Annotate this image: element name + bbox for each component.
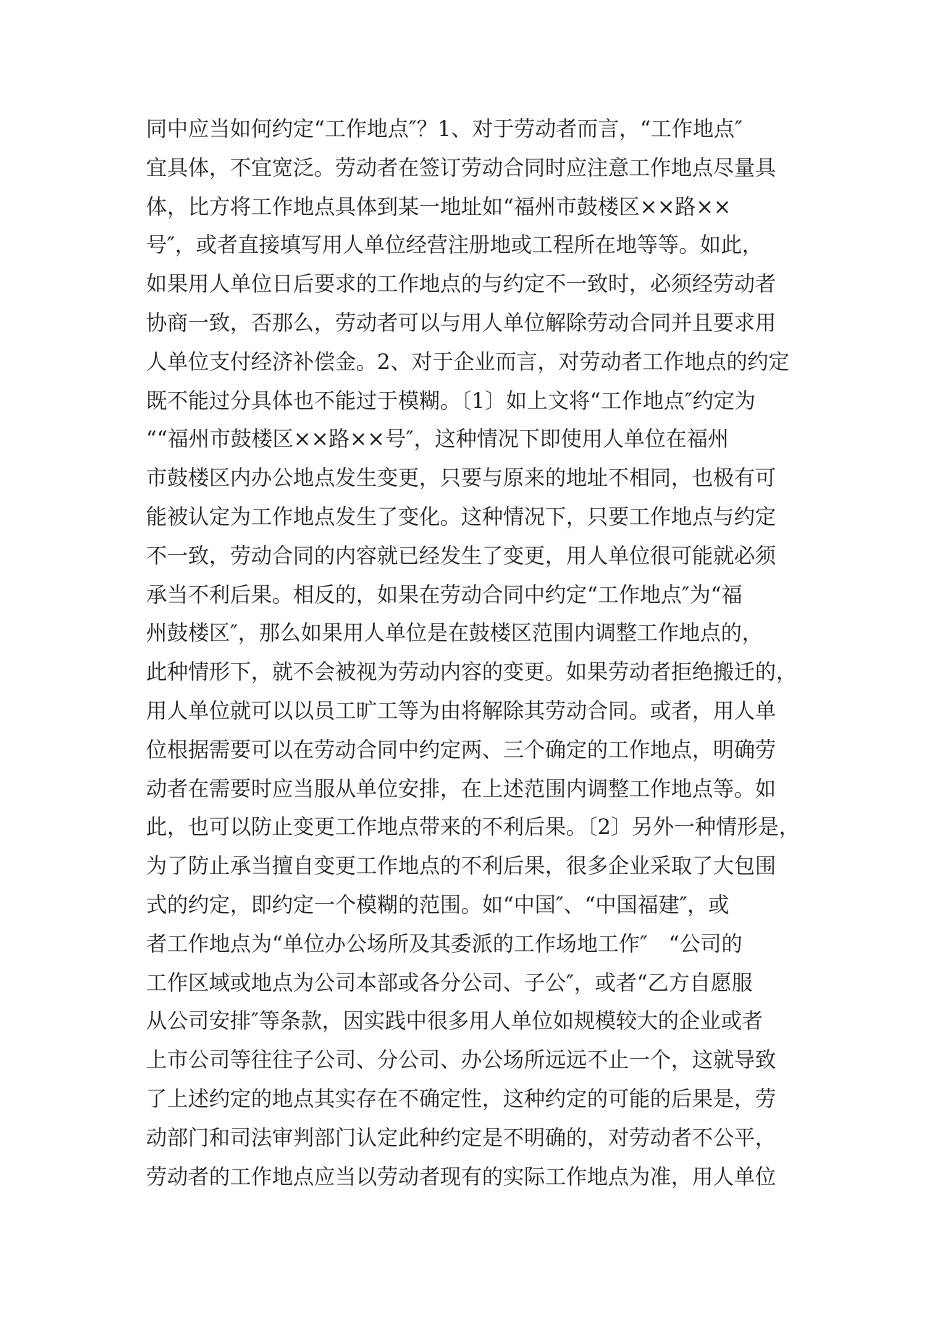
text-line: 如果用人单位日后要求的工作地点的与约定不一致时，必须经劳动者 bbox=[146, 272, 776, 297]
text-line: 用人单位就可以以员工旷工等为由将解除其劳动合同。或者，用人单 bbox=[146, 698, 776, 723]
text-line: 体，比方将工作地点具体到某一地址如“福州市鼓楼区××路×× bbox=[146, 194, 732, 219]
text-line: 号″，或者直接填写用人单位经营注册地或工程所在地等等。如此， bbox=[146, 233, 763, 258]
text-line: 动者在需要时应当服从单位安排，在上述范围内调整工作地点等。如 bbox=[146, 776, 776, 801]
text-line: 工作区域或地点为公司本部或各分公司、子公″，或者“乙方自愿服 bbox=[146, 970, 753, 995]
text-line: ““福州市鼓楼区××路××号″，这种情况下即使用人单位在福州 bbox=[146, 427, 729, 452]
text-line: 者工作地点为“单位办公场所及其委派的工作场地工作″ “公司的 bbox=[146, 931, 743, 956]
text-line: 劳动者的工作地点应当以劳动者现有的实际工作地点为准，用人单位 bbox=[146, 1164, 776, 1189]
body-paragraph bbox=[146, 110, 826, 1196]
text-line: 州鼓楼区″，那么如果用人单位是在鼓楼区范围内调整工作地点的， bbox=[146, 621, 763, 646]
text-line: 能被认定为工作地点发生了变化。这种情况下，只要工作地点与约定 bbox=[146, 504, 776, 529]
text-line: 从公司安排″等条款，因实践中很多用人单位如规模较大的企业或者 bbox=[146, 1009, 763, 1034]
text-line: 市鼓楼区内办公地点发生变更，只要与原来的地址不相同，也极有可 bbox=[146, 466, 776, 491]
text-line: 同中应当如何约定“工作地点″？1、对于劳动者而言，“工作地点″ bbox=[146, 117, 743, 141]
text-line: 人单位支付经济补偿金。2、对于企业而言，对劳动者工作地点的约定 bbox=[146, 349, 790, 374]
text-line: 既不能过分具体也不能过于模糊。〔1〕如上文将“工作地点″约定为 bbox=[146, 388, 756, 413]
text-line: 协商一致，否那么，劳动者可以与用人单位解除劳动合同并且要求用 bbox=[146, 310, 776, 335]
text-line: 此，也可以防止变更工作地点带来的不利后果。〔2〕另外一种情形是， bbox=[146, 815, 800, 840]
text-line: 式的约定，即约定一个模糊的范围。如“中国″、“中国福建″，或 bbox=[146, 892, 730, 917]
text-line: 宜具体，不宜宽泛。劳动者在签订劳动合同时应注意工作地点尽量具 bbox=[146, 155, 776, 180]
text-line: 承当不利后果。相反的，如果在劳动合同中约定“工作地点″为“福 bbox=[146, 582, 743, 607]
text-line: 不一致，劳动合同的内容就已经发生了变更，用人单位很可能就必须 bbox=[146, 543, 776, 568]
text-line: 为了防止承当擅自变更工作地点的不利后果，很多企业采取了大包围 bbox=[146, 854, 776, 879]
text-line: 位根据需要可以在劳动合同中约定两、三个确定的工作地点，明确劳 bbox=[146, 737, 776, 762]
text-line: 了上述约定的地点其实存在不确定性，这种约定的可能的后果是，劳 bbox=[146, 1086, 776, 1111]
text-line: 动部门和司法审判部门认定此种约定是不明确的，对劳动者不公平， bbox=[146, 1125, 776, 1150]
text-line: 此种情形下，就不会被视为劳动内容的变更。如果劳动者拒绝搬迁的， bbox=[146, 660, 797, 685]
text-line: 上市公司等往往子公司、分公司、办公场所远远不止一个，这就导致 bbox=[146, 1048, 776, 1073]
